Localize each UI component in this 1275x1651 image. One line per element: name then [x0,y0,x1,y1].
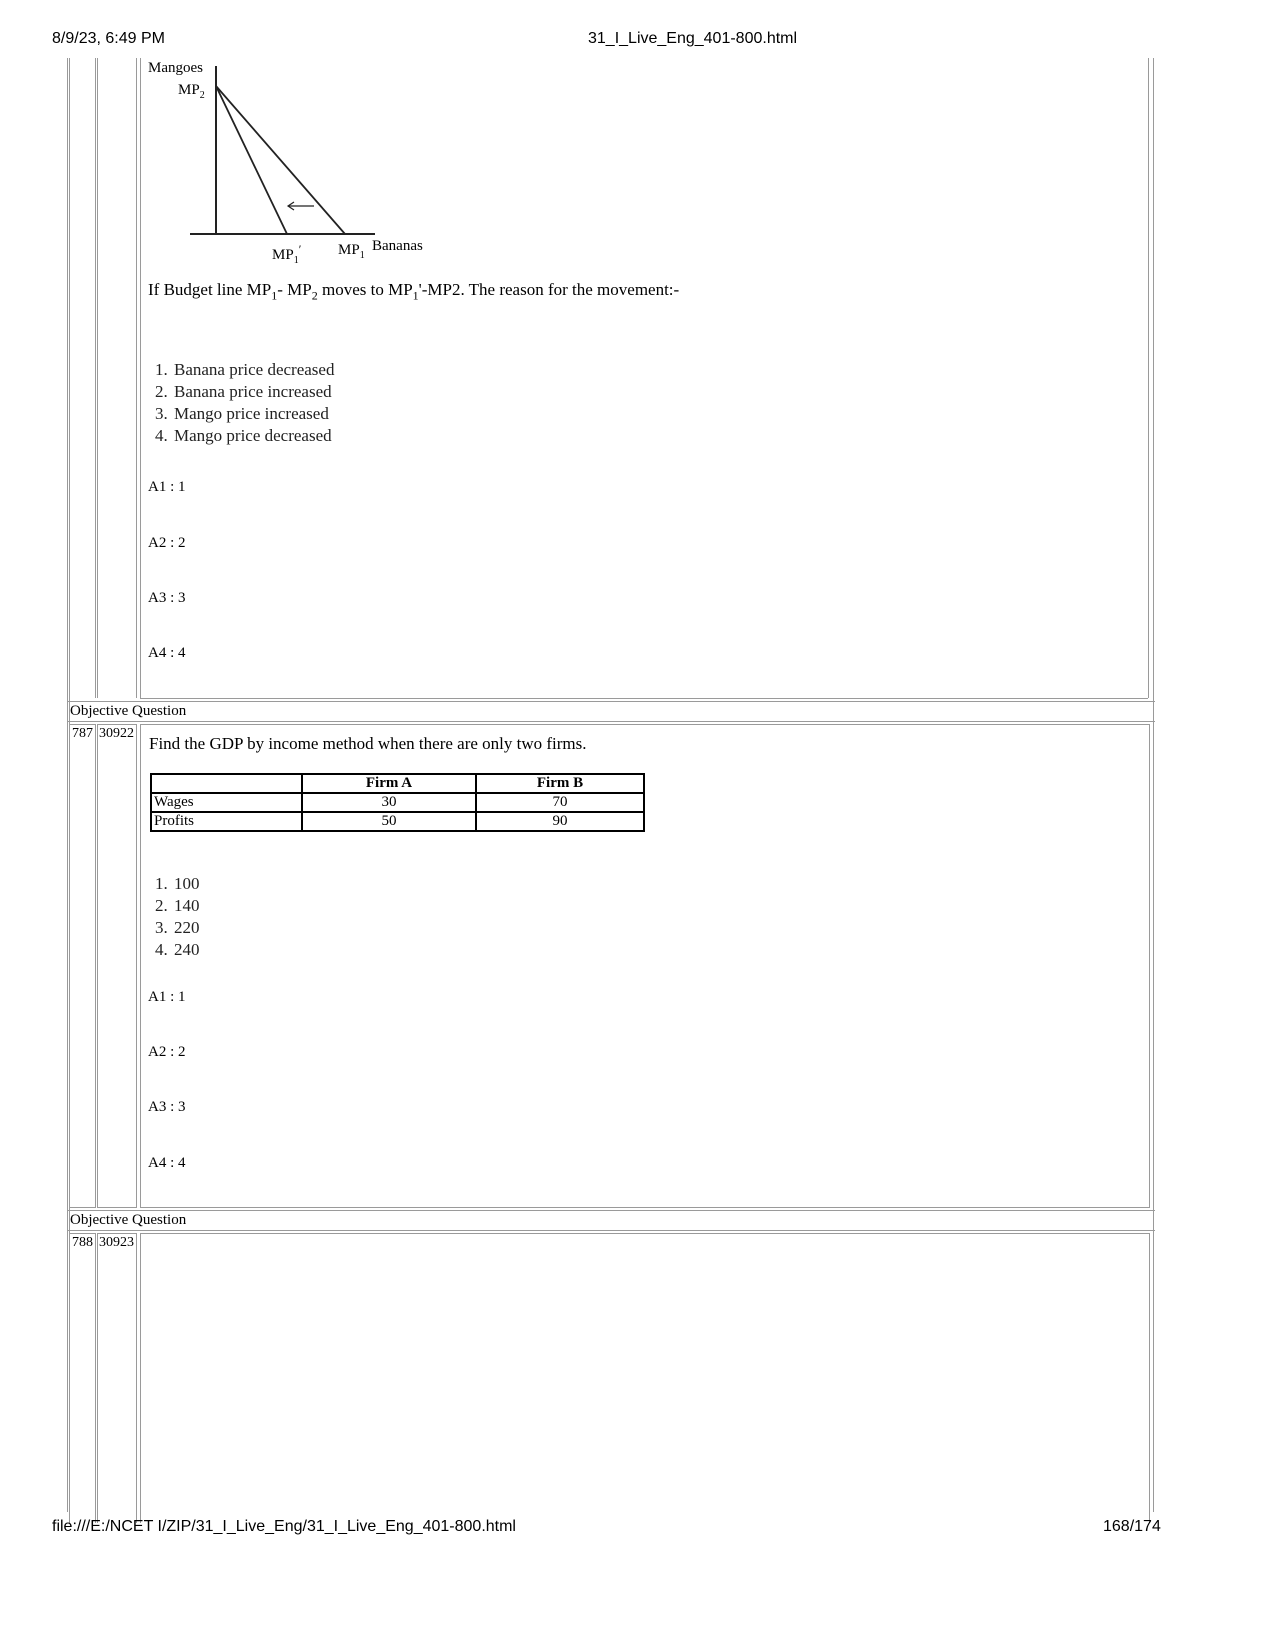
question-text: Find the GDP by income method when there are only two firms. [149,734,587,753]
table-header-row [151,774,644,793]
frame-line [1148,58,1149,698]
table-cell: 30 [302,793,476,812]
table-header: Firm B [476,774,644,793]
answer-option: A2 : 2 [148,535,186,551]
table-row [151,812,644,831]
table-cell: Profits [151,812,302,831]
option-item: 1. 100 [172,873,200,895]
frame-line [67,58,68,1512]
x-axis-label: Bananas [372,238,423,254]
answer-option: A1 : 1 [148,989,186,1005]
question-text: If Budget line $MP_1-$ $MP_2$ moves to $MP_1'-MP2$. The reason for the movement:- [148,280,680,303]
question-type-label: Objective Question [70,1212,187,1228]
x-intercept-original-label: $MP_1$ [338,242,365,261]
question-id: 30922 [99,726,134,741]
frame-line [140,698,1148,699]
question-body-cell [140,1233,1150,1523]
question-number-cell [69,1233,96,1523]
firm-income-table [150,773,645,832]
print-title: 31_I_Live_Eng_401-800.html [588,30,798,47]
budget-line-original [216,86,345,234]
option-item: 4. Mango price decreased [172,425,334,447]
option-list [146,359,334,447]
frame-line [67,1230,1155,1231]
option-item: 3. Mango price increased [172,403,334,425]
frame-line [97,58,98,698]
frame-line [67,721,1155,722]
frame-line [67,1210,1155,1211]
budget-line-new [216,86,287,234]
option-item: 2. Banana price increased [172,381,334,403]
question-id: 30923 [99,1235,134,1250]
option-item: 3. 220 [172,917,200,939]
question-id-cell [97,1233,137,1523]
option-item: 4. 240 [172,939,200,961]
table-header: Firm A [302,774,476,793]
table-row [151,793,644,812]
question-number: 787 [72,726,93,741]
answer-option: A4 : 4 [148,1155,186,1171]
frame-line [67,701,1155,702]
print-file-path: file:///E:/NCET I/ZIP/31_I_Live_Eng/31_I_Live_Eng_401-800.html [52,1518,516,1535]
y-axis-label: Mangoes [148,60,203,76]
table-cell: 90 [476,812,644,831]
table-header [151,774,302,793]
y-intercept-label: $MP_2$ [178,82,205,101]
table-cell: 50 [302,812,476,831]
answer-option: A3 : 3 [148,1099,186,1115]
table-cell: Wages [151,793,302,812]
x-intercept-new-label: $MP_1'$ [272,242,302,266]
question-id-cell [97,724,137,1208]
option-list [146,873,200,961]
answer-option: A4 : 4 [148,645,186,661]
table-cell: 70 [476,793,644,812]
answer-option: A3 : 3 [148,590,186,606]
print-datetime: 8/9/23, 6:49 PM [52,30,165,47]
answer-option: A2 : 2 [148,1044,186,1060]
print-page-number: 168/174 [1103,1518,1161,1535]
question-type-label: Objective Question [70,703,187,719]
question-number: 788 [72,1235,93,1250]
frame-line [136,58,137,698]
option-item: 1. Banana price decreased [172,359,334,381]
frame-line [95,58,96,698]
frame-line [1153,58,1154,1512]
answer-option: A1 : 1 [148,479,186,495]
question-number-cell [69,724,96,1208]
option-item: 2. 140 [172,895,200,917]
